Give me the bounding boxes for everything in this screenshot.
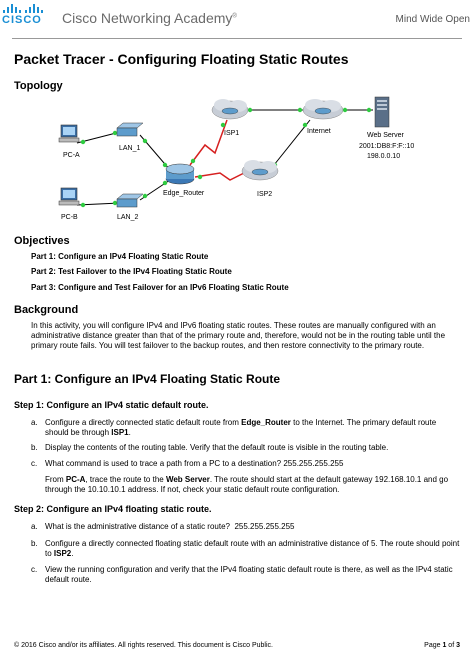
web-server-ipv6: 2001:DB8:F:F::10	[359, 143, 415, 150]
edge-router-label: Edge_Router	[163, 190, 205, 197]
footer-copyright: © 2016 Cisco and/or its affiliates. All rights reserved. This document is Cisco Public.	[14, 642, 273, 649]
objectives-heading: Objectives	[14, 235, 70, 247]
tagline: Mind Wide Open	[395, 14, 470, 25]
pc-a-icon	[59, 125, 79, 142]
pc-b-label: PC-B	[61, 214, 78, 221]
lan1-label: LAN_1	[119, 145, 141, 152]
isp1-cloud-icon	[212, 99, 248, 119]
step1-from-text: From PC-A, trace the route to the Web Server. The route should start at the default gateway 192.168.10.1 and go through the 10.10.10.1 address. If not, check your static default route configuration.	[45, 475, 449, 494]
objective-item: Part 2: Test Failover to the IPv4 Floating Static Route	[31, 267, 232, 276]
objective-item: Part 1: Configure an IPv4 Floating Static Route	[31, 252, 209, 261]
topology-heading: Topology	[14, 80, 63, 92]
page-header	[0, 0, 474, 38]
internet-cloud-icon	[303, 99, 343, 119]
header-divider	[12, 38, 462, 39]
cisco-logo-icon	[3, 4, 43, 13]
answer-field[interactable]: 255.255.255.255	[234, 522, 295, 531]
background-text: In this activity, you will configure IPv4 and IPv6 floating static routes. These routes are manually configured with an administrative distance greater than that of the primary route and, therefore, would not be in the routing table until the primary route fails. You will test failover to the backup routes, and then restore connectivity to the primary route.	[31, 321, 446, 350]
answer-field[interactable]: 255.255.255.255	[283, 459, 344, 468]
pc-a-label: PC-A	[63, 152, 80, 159]
pc-b-icon	[59, 188, 79, 205]
lan1-switch-icon	[117, 123, 143, 136]
part1-heading: Part 1: Configure an IPv4 Floating Static Route	[14, 372, 281, 386]
step1-heading: Step 1: Configure an IPv4 static default route.	[14, 400, 209, 410]
lan2-label: LAN_2	[117, 214, 139, 221]
step2-item-a: a. What is the administrative distance of a static route? 255.255.255.255	[31, 522, 295, 531]
isp2-label: ISP2	[257, 191, 273, 198]
web-server-label: Web Server	[367, 132, 404, 139]
academy-title: Cisco Networking Academy®	[62, 10, 237, 26]
cisco-logo-text: CISCO	[2, 14, 42, 26]
topology-diagram	[55, 95, 425, 230]
isp2-cloud-icon	[242, 160, 278, 180]
objective-item: Part 3: Configure and Test Failover for an IPv6 Floating Static Route	[31, 283, 289, 292]
web-server-icon	[375, 97, 389, 127]
step1-item-a: a. Configure a directly connected static default route from Edge_Router to the Internet. The primary default route should be through ISP1.	[31, 418, 437, 437]
page-number: Page 1 of 3	[424, 642, 460, 649]
edge-router-icon	[166, 164, 194, 184]
web-server-ipv4: 198.0.0.10	[367, 153, 401, 160]
isp1-label: ISP1	[224, 130, 240, 137]
step1-item-c: c. What command is used to trace a path from a PC to a destination? 255.255.255.255	[31, 459, 344, 468]
lan2-switch-icon	[117, 194, 143, 207]
step1-item-b: b. Display the contents of the routing table. Verify that the default route is visible in the routing table.	[31, 443, 389, 452]
step2-heading: Step 2: Configure an IPv4 floating static route.	[14, 504, 212, 514]
internet-label: Internet	[307, 128, 331, 135]
document-title: Packet Tracer - Configuring Floating Static Routes	[14, 51, 349, 67]
step2-item-b: b. Configure a directly connected floating static default route with an administrative distance of 5. The route should point to ISP2.	[31, 539, 460, 558]
step2-item-c: c. View the running configuration and verify that the IPv4 floating static default route is there, as well as the IPv4 static default route.	[31, 565, 453, 584]
background-heading: Background	[14, 304, 79, 316]
